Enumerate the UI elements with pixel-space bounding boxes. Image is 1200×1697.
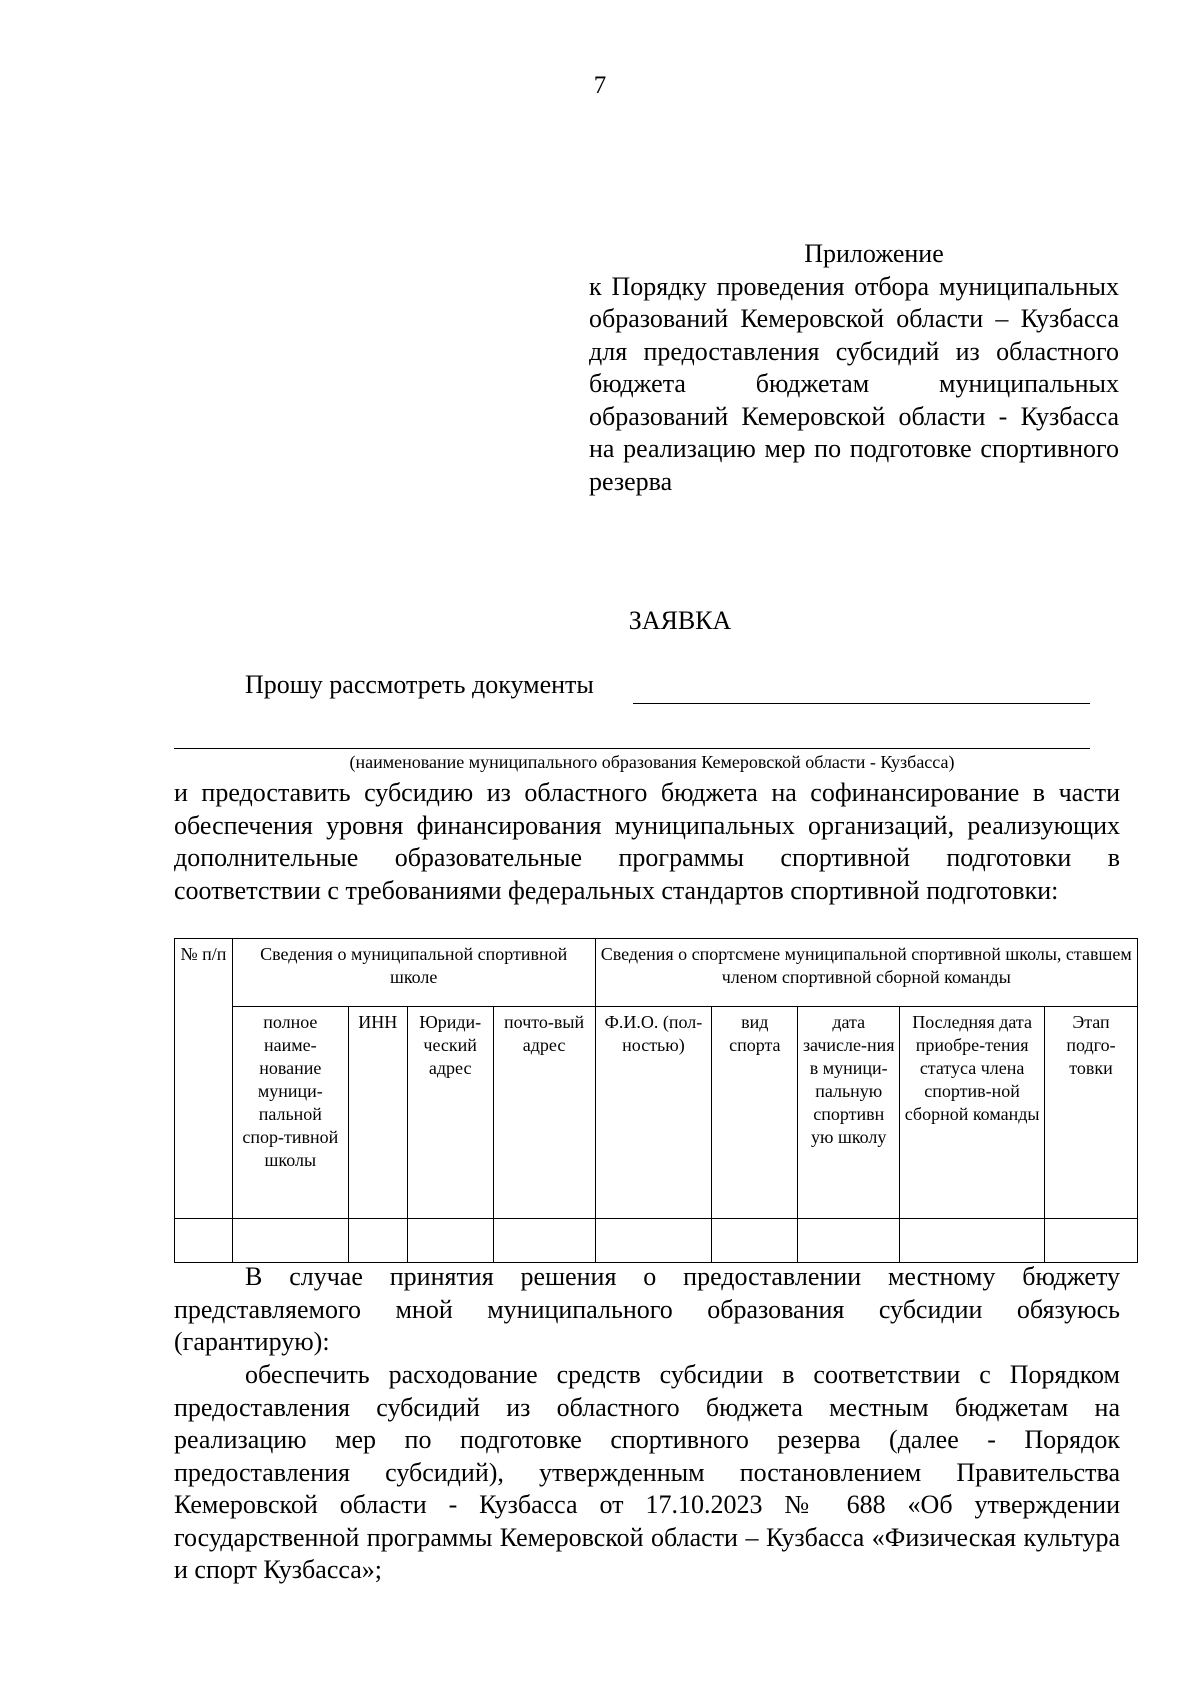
col-enrollment-date: дата зачисле-ния в муници-пальную спортивн ую школу <box>798 1007 900 1219</box>
obligation-paragraph: В случае принятия решения о предоставлении местному бюджету представляемого мной муниципального образования субсидии обязуюсь (гарантирую): <box>174 1262 1120 1356</box>
table-cell[interactable] <box>348 1219 407 1263</box>
expenditure-paragraph: обеспечить расходование средств субсидии в соответствии с Порядком предоставления субсидий из областного бюджета местным бюджетам на реализацию мер по подготовке спортивного резерва (далее - Порядок предоставления субсидий), утвержденным постановлением Правительства Кемеровской области - Кузбасса от 17.10.2023 № 688 «Об утверждении государственной программы Кемеровской области – Кузбасса «Физическая культура и спорт Кузбасса»; <box>174 1360 1120 1584</box>
municipality-blank-line-2[interactable] <box>174 748 1090 749</box>
table-row <box>175 1219 1138 1263</box>
table-cell[interactable] <box>232 1219 348 1263</box>
col-status-date: Последняя дата приобре-тения статуса члена спортив-ной сборной команды <box>900 1007 1045 1219</box>
col-postal-address: почто-вый адрес <box>493 1007 595 1219</box>
appendix-block <box>589 238 1119 498</box>
group-athlete-header: Сведения о спортсмене муниципальной спортивной школы, ставшем членом спортивной сборной команды <box>595 939 1138 1007</box>
table-subheader-row <box>175 1007 1138 1219</box>
col-fullname: Ф.И.О. (пол-ностью) <box>595 1007 712 1219</box>
col-school-name: полное наиме-нование муници-пальной спор-тивной школы <box>232 1007 348 1219</box>
table-cell[interactable] <box>1045 1219 1138 1263</box>
col-number-header: № п/п <box>175 939 233 1219</box>
table-cell[interactable] <box>493 1219 595 1263</box>
table-cell[interactable] <box>407 1219 493 1263</box>
request-prefix: Прошу рассмотреть документы <box>245 670 594 699</box>
table-cell[interactable] <box>900 1219 1045 1263</box>
group-school-header: Сведения о муниципальной спортивной школе <box>232 939 595 1007</box>
appendix-text: к Порядку проведения отбора муниципальных образований Кемеровской области – Кузбасса для предоставления субсидий из областного бюджета бюджетам муниципальных образований Кемеровской области - Кузбасса на реализацию мер по подготовке спортивного резерва <box>589 271 1119 496</box>
table-cell[interactable] <box>798 1219 900 1263</box>
col-training-stage: Этап подго-товки <box>1045 1007 1138 1219</box>
appendix-title: Приложение <box>804 239 944 268</box>
school-info-table <box>174 938 1138 1263</box>
page-number: 7 <box>593 72 607 99</box>
municipality-caption: (наименование муниципального образования Кемеровской области - Кузбасса) <box>349 752 955 772</box>
document-title: ЗАЯВКА <box>628 606 732 635</box>
col-legal-address: Юриди-ческий адрес <box>407 1007 493 1219</box>
request-paragraph: и предоставить субсидию из областного бюджета на софинансирование в части обеспечения уровня финансирования муниципальных организаций, реализующих дополнительные образовательные программы спортивной подготовки в соответствии с требованиями федеральных стандартов спортивной подготовки: <box>174 778 1120 905</box>
table-header-row <box>175 939 1138 1007</box>
municipality-blank-line-1[interactable] <box>633 703 1090 704</box>
col-inn: ИНН <box>348 1007 407 1219</box>
table-cell[interactable] <box>595 1219 712 1263</box>
table-cell[interactable] <box>712 1219 798 1263</box>
table-cell[interactable] <box>175 1219 233 1263</box>
col-sport: вид спорта <box>712 1007 798 1219</box>
